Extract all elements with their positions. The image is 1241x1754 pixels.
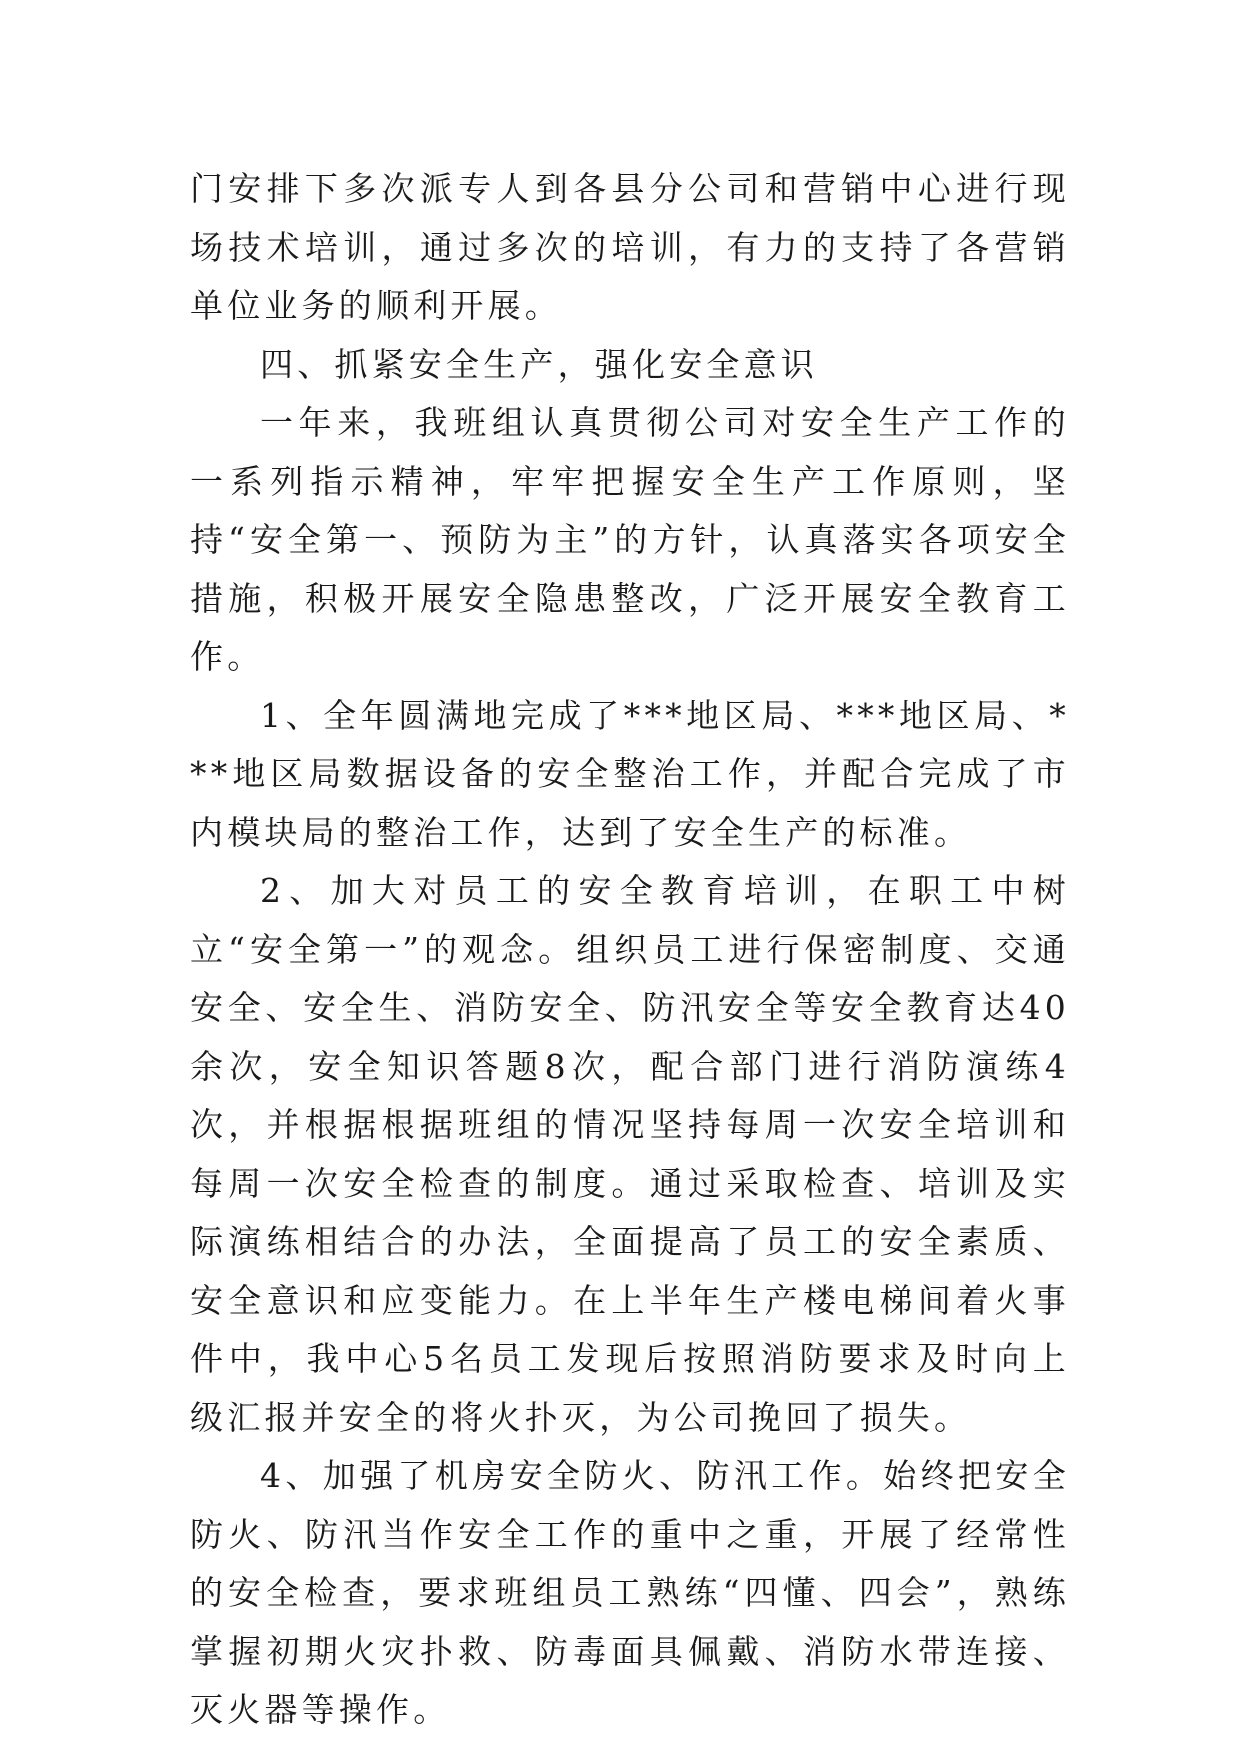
- document-body: [190, 160, 1070, 1740]
- paragraph-safety-overview: 一年来，我班组认真贯彻公司对安全生产工作的一系列指示精神，牢牢把握安全生产工作原则，坚持“安全第一、预防为主”的方针，认真落实各项安全措施，积极开展安全隐患整改，广泛开展安全教育工作。: [190, 403, 1070, 676]
- paragraph-continued-training: 门安排下多次派专人到各县分公司和营销中心进行现场技术培训，通过多次的培训，有力的支持了各营销单位业务的顺利开展。: [190, 169, 1070, 325]
- paragraph-item-4: 4、加强了机房安全防火、防汛工作。始终把安全防火、防汛当作安全工作的重中之重，开展了经常性的安全检查，要求班组员工熟练“四懂、四会”，熟练掌握初期火灾扑救、防毒面具佩戴、消防水带连接、灭火器等操作。: [190, 1456, 1070, 1729]
- section-heading-safety: 四、抓紧安全生产，强化安全意识: [260, 344, 818, 384]
- paragraph-item-1: 1、全年圆满地完成了***地区局、***地区局、***地区局数据设备的安全整治工作，并配合完成了市内模块局的整治工作，达到了安全生产的标准。: [190, 695, 1070, 852]
- paragraph-item-2: 2、加大对员工的安全教育培训，在职工中树立“安全第一”的观念。组织员工进行保密制度、交通安全、安全生、消防安全、防汛安全等安全教育达40余次，安全知识答题8次，配合部门进行消防演练4次，并根据根据班组的情况坚持每周一次安全培训和每周一次安全检查的制度。通过采取检查、培训及实际演练相结合的办法，全面提高了员工的安全素质、安全意识和应变能力。在上半年生产楼电梯间着火事件中，我中心5名员工发现后按照消防要求及时向上级汇报并安全的将火扑灭，为公司挽回了损失。: [190, 871, 1070, 1437]
